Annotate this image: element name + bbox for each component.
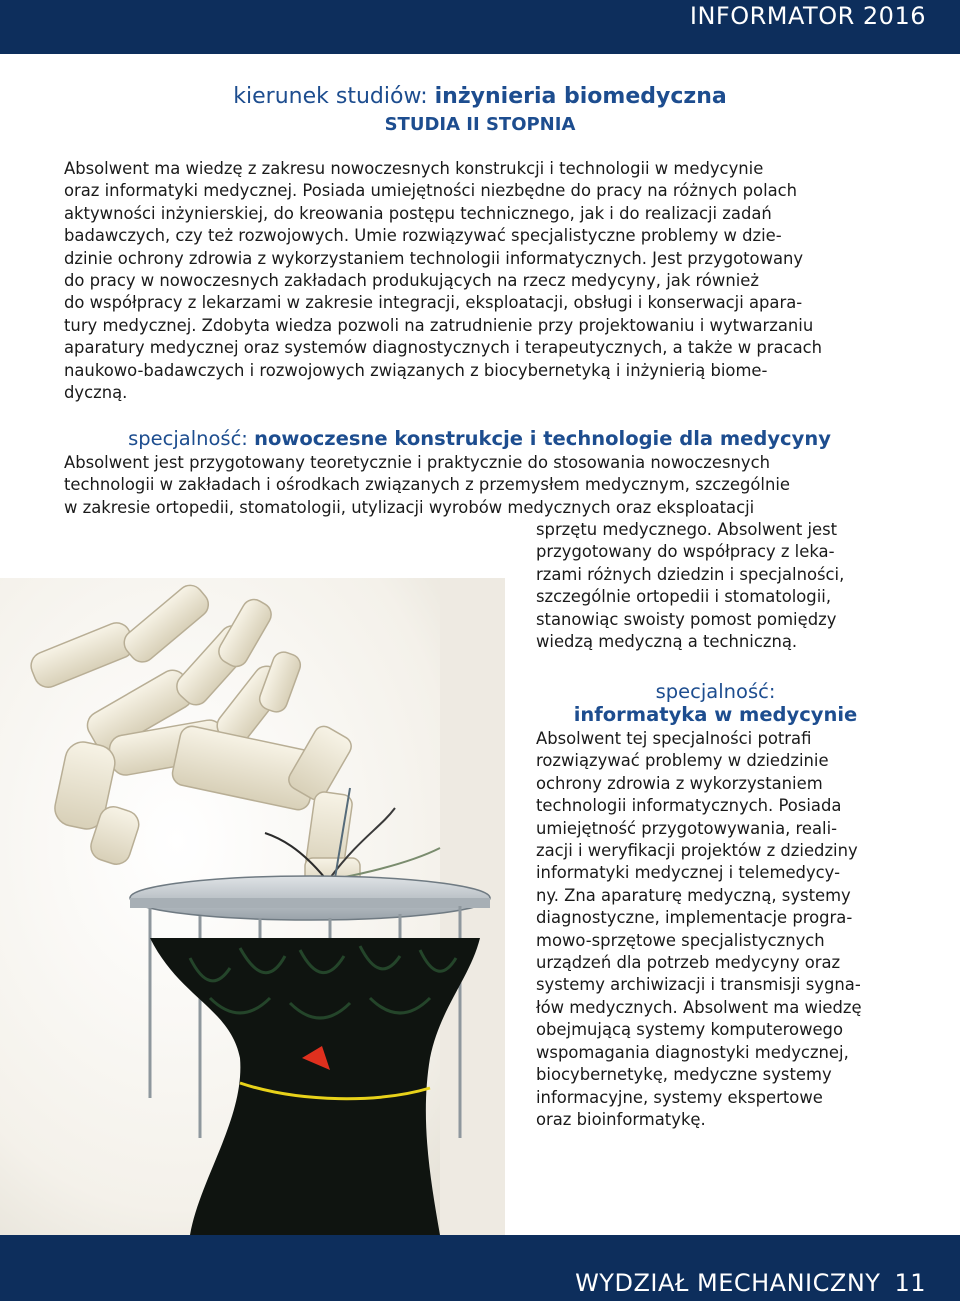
specialization-1-heading [64, 427, 895, 450]
field-of-study-prefix: kierunek studiów: [233, 84, 435, 109]
text-line: rozwiązywać problemy w dziedzinie [536, 751, 829, 771]
text-line: przygotowany do współpracy z leka- [536, 542, 835, 562]
text-line: umiejętność przygotowywania, reali- [536, 818, 838, 838]
specialization-1-text-narrow [536, 519, 895, 653]
text-line: Absolwent ma wiedzę z zakresu nowoczesnych konstrukcji i technologii w medycynie [64, 159, 764, 178]
publication-title: INFORMATOR 2016 [689, 2, 926, 30]
text-line: stanowiąc swoisty pomost pomiędzy [536, 609, 837, 629]
text-line: informatyki medycznej i telemedycy- [536, 863, 840, 883]
specialization-2-name: informatyka w medycynie [573, 703, 858, 726]
page-number: 11 [894, 1269, 926, 1297]
text-line: wiedzą medyczną a techniczną. [536, 632, 798, 652]
text-line: technologii informatycznych. Posiada [536, 796, 842, 816]
text-line: informacyjne, systemy ekspertowe [536, 1087, 823, 1107]
robotic-hand-photo [0, 578, 505, 1235]
specialization-2-text [536, 728, 895, 1131]
field-of-study-name: inżynieria biomedyczna [434, 84, 727, 109]
footer-label [575, 1269, 926, 1297]
specialization-1-prefix: specjalność: [128, 427, 255, 450]
header-bar [0, 0, 960, 54]
text-line: obejmującą systemy komputerowego [536, 1020, 843, 1040]
specialization-2-label: specjalność: [655, 680, 776, 703]
text-line: aktywności inżynierskiej, do kreowania postępu technicznego, jak i do realizacji zadań [64, 203, 772, 223]
text-line: do pracy w nowoczesnych zakładach produkujących na rzecz medycyny, jak również [64, 271, 759, 291]
text-line: Absolwent jest przygotowany teoretycznie i praktycznie do stosowania nowoczesnych [64, 453, 770, 472]
footer-bar [0, 1235, 960, 1301]
text-line: naukowo-badawczych i rozwojowych związanych z biocybernetyką i inżynierią biome- [64, 360, 768, 380]
text-line: tury medycznej. Zdobyta wiedza pozwoli na zatrudnienie przy projektowaniu i wytwarzaniu [64, 315, 814, 335]
specialization-1-name: nowoczesne konstrukcje i technologie dla medycyny [254, 427, 831, 450]
text-line: zacji i weryfikacji projektów z dziedziny [536, 841, 858, 861]
text-line: aparatury medycznej oraz systemów diagnostycznych i terapeutycznych, a także w pracach [64, 338, 823, 358]
study-level: STUDIA II STOPNIA [384, 114, 576, 135]
text-line: badawczych, czy też rozwojowych. Umie rozwiązywać specjalistyczne problemy w dzie- [64, 226, 782, 246]
text-line: oraz informatyki medycznej. Posiada umiejętności niezbędne do pracy na różnych polach [64, 181, 798, 201]
text-line: do współpracy z lekarzami w zakresie integracji, eksploatacji, obsługi i konserwacji apara- [64, 293, 803, 313]
field-of-study-heading [0, 84, 960, 109]
specialization-1-text-full [64, 452, 895, 519]
text-line: mowo-sprzętowe specjalistycznych [536, 930, 825, 950]
text-line: szczególnie ortopedii i stomatologii, [536, 587, 832, 607]
text-line: ny. Zna aparaturę medyczną, systemy [536, 885, 851, 905]
text-line: wspomagania diagnostyki medycznej, [536, 1042, 849, 1062]
text-line: ochrony zdrowia z wykorzystaniem [536, 773, 823, 793]
text-line: systemy archiwizacji i transmisji sygna- [536, 975, 861, 995]
intro-paragraph [64, 158, 895, 404]
text-line: w zakresie ortopedii, stomatologii, utylizacji wyrobów medycznych oraz eksploatacji [64, 497, 755, 517]
text-line: dyczną. [64, 383, 128, 403]
text-line: sprzętu medycznego. Absolwent jest [536, 520, 838, 539]
text-line: rzami różnych dziedzin i specjalności, [536, 564, 845, 584]
text-line: diagnostyczne, implementacje progra- [536, 908, 853, 928]
text-line: biocybernetykę, medyczne systemy [536, 1065, 832, 1085]
text-line: oraz bioinformatykę. [536, 1109, 706, 1129]
text-line: łów medycznych. Absolwent ma wiedzę [536, 997, 862, 1017]
text-line: urządzeń dla potrzeb medycyny oraz [536, 953, 841, 973]
text-line: dzinie ochrony zdrowia z wykorzystaniem technologii informatycznych. Jest przygotowany [64, 248, 804, 268]
text-line: technologii w zakładach i ośrodkach związanych z przemysłem medycznym, szczególnie [64, 475, 790, 495]
text-line: Absolwent tej specjalności potrafi [536, 729, 812, 748]
faculty-name: WYDZIAŁ MECHANICZNY [575, 1269, 881, 1297]
